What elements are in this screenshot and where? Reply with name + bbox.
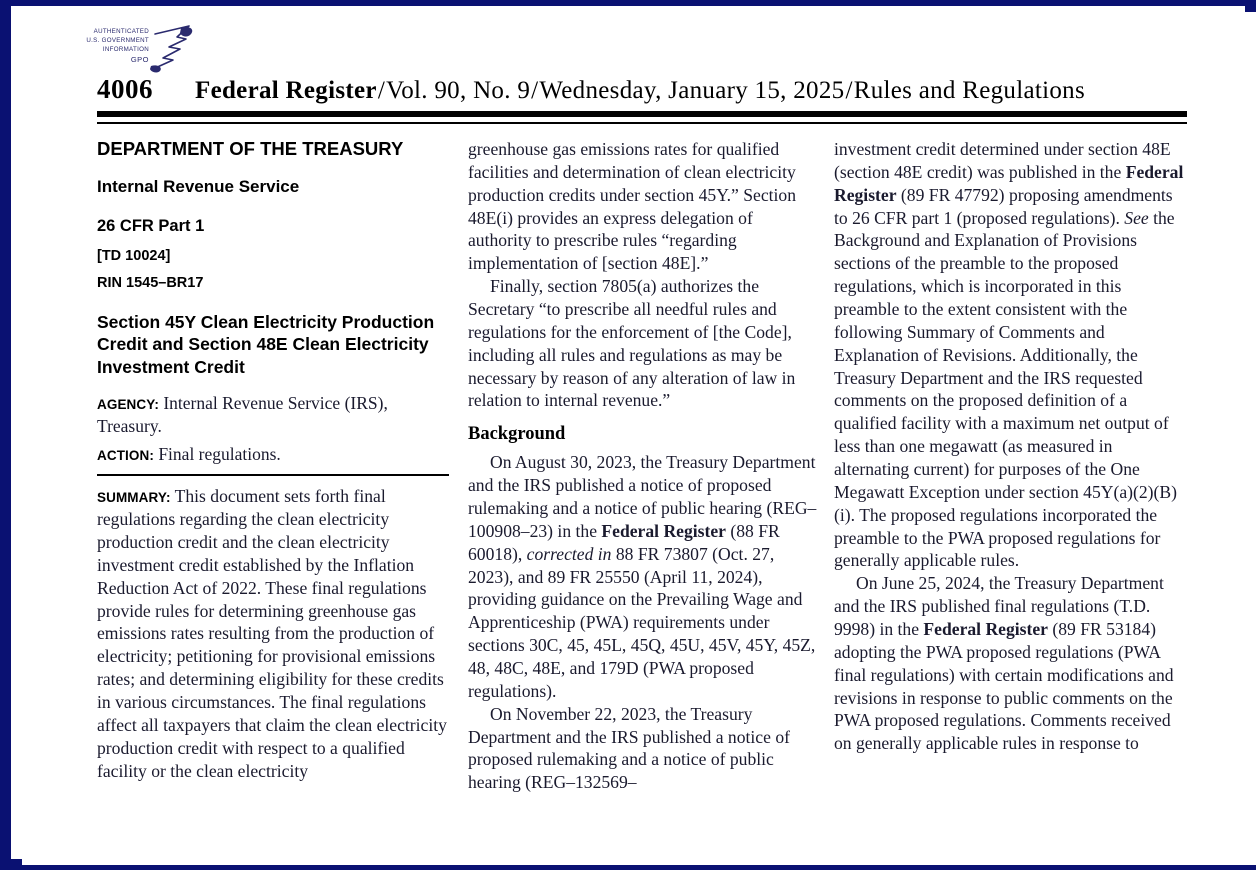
- background-heading: Background: [468, 424, 566, 445]
- action-field-label: ACTION:: [97, 447, 154, 463]
- para1-text-c: the Background and Explanation of Provisions sections of the preamble to the proposed regulations, which is incorporated in this preamble to the extent consistent with the following Summary of Comments and Explanation of Revisions. Additionally, the Treasury Department and the IRS requested comments on the proposed definition of a qualified facility with a maximum net output of less than one megawatt (as measured in alternating current) for purposes of the One Megawatt Exception under section 45Y(a)(2)(B)(i). The proposed regulations incorporated the preamble to the PWA proposed regulations for generally applicable rules.: [834, 207, 1177, 571]
- para2-text-a: On June 25, 2024, the Treasury Department and the IRS published final regulations (T.D. 9998) in the: [834, 573, 1164, 640]
- cfr-part-heading: 26 CFR Part 1: [97, 216, 205, 235]
- subagency-heading: Internal Revenue Service: [97, 176, 300, 196]
- federal-register-citation-1: Federal Register: [601, 520, 726, 541]
- publication-name: Federal Register: [195, 77, 377, 104]
- summary-field-value: This document sets forth final regulations regarding the clean electricity production credit and the clean electricity investment credit established by the Inflation Reduction Act of 2022. These final regulations provide rules for determining greenhouse gas emissions rates resulting from the production of electricity; petitioning for provisional emissions rates; and determining eligibility for these credits in various circumstances. The final regulations affect all taxpayers that claim the clean electricity production credit with respect to a qualified facility or the clean electricity: [97, 486, 447, 781]
- para3-text-b: (88 FR 60018),: [468, 520, 780, 564]
- volume-label: Vol. 90,: [386, 77, 467, 104]
- column2-paragraph-august-2023: [468, 451, 820, 702]
- agency-field: [97, 392, 449, 438]
- rin-number: RIN 1545–BR17: [97, 274, 204, 291]
- summary-field: [97, 485, 449, 782]
- page-canvas: [22, 12, 1256, 865]
- svg-text:AUTHENTICATED: AUTHENTICATED: [93, 28, 149, 35]
- para3-text-a: On August 30, 2023, the Treasury Department and the IRS published a notice of proposed rulemaking and a notice of public hearing (REG–100908–23) in the: [468, 452, 817, 541]
- svg-text:INFORMATION: INFORMATION: [102, 46, 149, 53]
- para1-text-a: investment credit determined under section 48E (section 48E credit) was published in the: [834, 139, 1171, 182]
- treasury-decision-number: [TD 10024]: [97, 247, 171, 264]
- federal-register-citation-2: Federal Register: [834, 161, 1184, 205]
- head-separator-1: /: [377, 77, 386, 104]
- see-italic: See: [1124, 207, 1149, 228]
- para1-text-b: (89 FR 47792) proposing amendments to 26 CFR part 1 (proposed regulations).: [834, 184, 1173, 228]
- column3-paragraph-june-2024: [834, 572, 1186, 755]
- issue-label: No. 9: [473, 77, 531, 104]
- gpo-authentication-seal: [85, 20, 205, 76]
- agency-field-value: Internal Revenue Service (IRS), Treasury.: [97, 393, 388, 436]
- column-2: [468, 138, 820, 865]
- page-number: 4006: [97, 74, 153, 104]
- column3-paragraph-proposed-regs: [834, 138, 1186, 572]
- issue-date: Wednesday, January 15, 2025: [539, 77, 845, 104]
- section-name: Rules and Regulations: [853, 77, 1085, 104]
- column2-paragraph-7805: Finally, section 7805(a) authorizes the Secretary “to prescribe all needful rules and regulations for the enforcement of [the Code], including all rules and regulations as may be necessary by reason of any alteration of law in relation to internal revenue.”: [468, 276, 796, 411]
- para3-text-c: 88 FR 73807 (Oct. 27, 2023), and 89 FR 25550 (April 11, 2024), providing guidance on the Prevailing Wage and Apprenticeship (PWA) requirements under sections 30C, 45, 45L, 45Q, 45U, 45V, 45Y, 45Z, 48, 48C, 48E, and 179D (PWA proposed regulations).: [468, 543, 816, 701]
- agency-field-label: AGENCY:: [97, 397, 159, 413]
- column2-paragraph-november-2023: On November 22, 2023, the Treasury Department and the IRS published a notice of proposed rulemaking and a notice of public hearing (REG–132569–: [468, 703, 790, 793]
- summary-divider-rule: [97, 474, 449, 476]
- column-1: [97, 138, 449, 865]
- action-field: [97, 443, 449, 466]
- rule-title: Section 45Y Clean Electricity Production Credit and Section 48E Clean Electricity Investment Credit: [97, 311, 435, 377]
- header-rule-thin: [97, 122, 1187, 124]
- svg-text:U.S. GOVERNMENT: U.S. GOVERNMENT: [86, 37, 149, 44]
- action-field-value: Final regulations.: [153, 443, 281, 464]
- column2-paragraph-continued: greenhouse gas emissions rates for qualified facilities and determination of clean electricity production credits under section 45Y.” Section 48E(i) provides an express delegation of authority to prescribe rules “regarding implementation of [section 48E].”: [468, 139, 797, 274]
- header-rule-thick: [97, 111, 1187, 117]
- svg-text:GPO: GPO: [130, 55, 149, 64]
- federal-register-citation-3: Federal Register: [923, 619, 1048, 640]
- summary-field-label: SUMMARY:: [97, 490, 171, 506]
- running-head-title: [195, 77, 1085, 104]
- head-separator-3: /: [845, 77, 853, 104]
- column-3: [834, 138, 1186, 865]
- body-columns: [97, 138, 1192, 865]
- head-separator-2: /: [531, 77, 539, 104]
- para2-text-b: (89 FR 53184) adopting the PWA proposed regulations (PWA final regulations) with certain modifications and revisions in response to public comments on the PWA proposed regulations. Comments received on generally applicable rules in response to: [834, 619, 1174, 754]
- running-head: [97, 74, 1187, 108]
- corrected-in-italic: corrected in: [526, 543, 612, 564]
- agency-heading: DEPARTMENT OF THE TREASURY: [97, 138, 404, 159]
